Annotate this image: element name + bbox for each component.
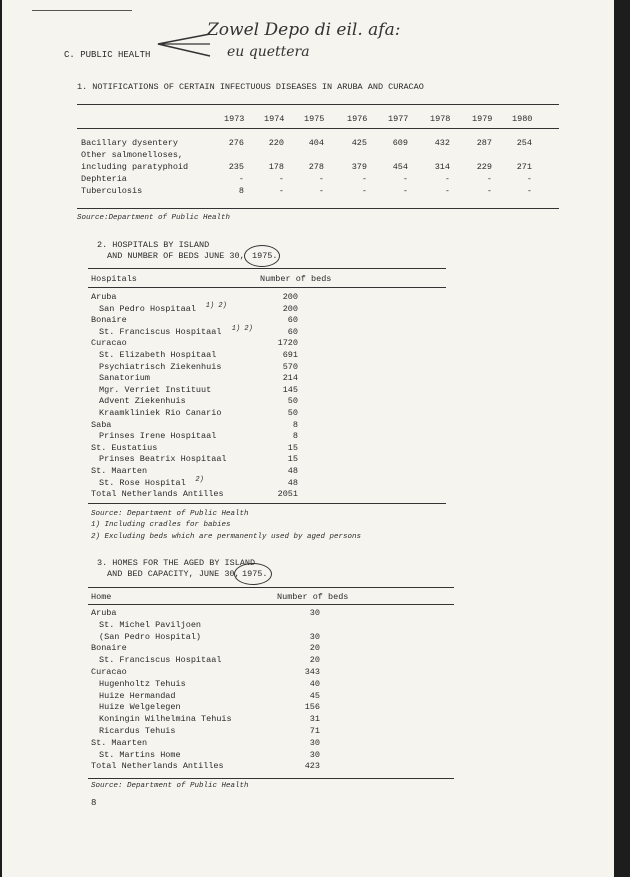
table2-row-value: 200 xyxy=(282,304,298,314)
handwritten-note-line2: eu quettera xyxy=(227,44,310,60)
table2-row-value: 60 xyxy=(287,315,298,325)
table3-row-value: 45 xyxy=(309,691,320,701)
table2-row-value: 1720 xyxy=(277,338,298,348)
table1-row-label: Tuberculosis xyxy=(81,186,143,196)
table1-cell: - xyxy=(318,186,324,196)
table3-row-label: (San Pedro Hospital) xyxy=(99,632,202,642)
table1-cell: 229 xyxy=(476,162,492,172)
table2-row-value: 15 xyxy=(287,454,298,464)
table2-row-value: 60 xyxy=(287,327,298,337)
table2-row-label: Sanatorium xyxy=(99,373,151,383)
table2-top-rule xyxy=(88,268,446,269)
section-title: C. PUBLIC HEALTH xyxy=(64,50,151,60)
table2-footnote2: 2) Excluding beds which are permanently used by aged persons xyxy=(91,533,362,541)
table1-year: 1979 xyxy=(472,114,493,124)
table2-row-value: 200 xyxy=(282,292,298,302)
table2-row-label: Kraamkliniek Rio Canario xyxy=(99,408,222,418)
table1-year: 1973 xyxy=(224,114,245,124)
table2-source: Source: Department of Public Health xyxy=(91,510,249,518)
table3-top-rule xyxy=(88,587,454,588)
table3-header-rule xyxy=(88,604,454,605)
table1-cell: - xyxy=(402,186,408,196)
table3-row-label: Huize Welgelegen xyxy=(99,702,181,712)
table1-year: 1980 xyxy=(512,114,533,124)
table2-row-value: 8 xyxy=(292,420,298,430)
table2-row-label: Advent Ziekenhuis xyxy=(99,396,186,406)
table1-cell: 235 xyxy=(228,162,244,172)
table1-cell: 404 xyxy=(308,138,324,148)
table1-cell: - xyxy=(444,174,450,184)
table2-row-value: 8 xyxy=(292,431,298,441)
table3-row-value: 31 xyxy=(309,714,320,724)
table1-cell: 276 xyxy=(228,138,244,148)
table2-row-label: Saba xyxy=(91,420,112,430)
table2-row-note: 2) xyxy=(195,476,204,484)
table1-cell: - xyxy=(238,174,244,184)
table1-cell: - xyxy=(526,186,532,196)
table2-row-label: Bonaire xyxy=(91,315,127,325)
table1-row-label: Dephteria xyxy=(81,174,127,184)
table1-cell: 609 xyxy=(392,138,408,148)
table3-row-label: Ricardus Tehuis xyxy=(99,726,176,736)
table3-row-value: 30 xyxy=(309,750,320,760)
table1-top-rule xyxy=(77,104,559,105)
handwritten-arrow-icon xyxy=(152,26,212,62)
table1-cell: 220 xyxy=(268,138,284,148)
table1-row-label: Bacillary dysentery xyxy=(81,138,178,148)
table2-row-label: Total Netherlands Antilles xyxy=(91,489,224,499)
table2-row-label: St. Maarten xyxy=(91,466,148,476)
table3-title-line2: AND BED CAPACITY, JUNE 30, xyxy=(107,569,240,579)
table3-col-beds: Number of beds xyxy=(277,592,349,602)
table3-row-label: Total Netherlands Antilles xyxy=(91,761,224,771)
table3-row-label: Curacao xyxy=(91,667,127,677)
table1-title: 1. NOTIFICATIONS OF CERTAIN INFECTUOUS DISEASES IN ARUBA AND CURACAO xyxy=(77,82,424,92)
table3-row-value: 20 xyxy=(309,655,320,665)
table2-row-value: 15 xyxy=(287,443,298,453)
table2-row-value: 145 xyxy=(282,385,298,395)
page-number: 8 xyxy=(91,798,97,808)
table3-row-value: 20 xyxy=(309,643,320,653)
table3-row-label: Koningin Wilhelmina Tehuis xyxy=(99,714,232,724)
table2-row-value: 691 xyxy=(282,350,298,360)
table3-row-label: Aruba xyxy=(91,608,117,618)
table3-row-value: 30 xyxy=(309,738,320,748)
table2-row-label: St. Eustatius xyxy=(91,443,158,453)
table2-row-note: 1) 2) xyxy=(205,302,227,310)
table2-row-label: Curacao xyxy=(91,338,127,348)
table3-row-value: 156 xyxy=(304,702,320,712)
table3-row-label: St. Franciscus Hospitaal xyxy=(99,655,222,665)
table1-cell: 271 xyxy=(516,162,532,172)
table3-row-label: St. Martins Home xyxy=(99,750,181,760)
table2-header-rule xyxy=(88,287,446,288)
table3-title-line1: 3. HOMES FOR THE AGED BY ISLAND xyxy=(97,558,256,568)
table3-row-label: Hugenholtz Tehuis xyxy=(99,679,186,689)
table2-col-beds: Number of beds xyxy=(260,274,332,284)
table1-year: 1976 xyxy=(347,114,368,124)
table1-row-label: including paratyphoid xyxy=(81,162,189,172)
table2-row-value: 50 xyxy=(287,396,298,406)
table2-row-value: 2051 xyxy=(277,489,298,499)
document-page xyxy=(2,0,614,877)
table2-row-label: San Pedro Hospitaal xyxy=(99,304,196,314)
table3-row-value: 40 xyxy=(309,679,320,689)
table1-cell: 454 xyxy=(392,162,408,172)
table2-row-label: Mgr. Verriet Instituut xyxy=(99,385,212,395)
table3-row-value: 30 xyxy=(309,608,320,618)
table3-row-label: St. Michel Paviljoen xyxy=(99,620,202,630)
table2-row-label: St. Elizabeth Hospitaal xyxy=(99,350,217,360)
handwritten-circle xyxy=(244,245,280,267)
table2-footnote1: 1) Including cradles for babies xyxy=(91,521,231,529)
table1-source: Source:Department of Public Health xyxy=(77,214,231,222)
table3-row-value: 343 xyxy=(304,667,320,677)
table3-row-label: Bonaire xyxy=(91,643,127,653)
table3-row-value: 71 xyxy=(309,726,320,736)
table1-year: 1975 xyxy=(304,114,325,124)
table1-year: 1974 xyxy=(264,114,285,124)
table3-col-home: Home xyxy=(91,592,112,602)
table1-year: 1978 xyxy=(430,114,451,124)
table3-row-value: 423 xyxy=(304,761,320,771)
table1-cell: - xyxy=(526,174,532,184)
table2-row-value: 214 xyxy=(282,373,298,383)
table1-cell: 287 xyxy=(476,138,492,148)
table2-row-label: Prinses Beatrix Hospitaal xyxy=(99,454,227,464)
table1-cell: - xyxy=(278,186,284,196)
table3-bottom-rule xyxy=(88,778,454,779)
handwritten-note-line1: Zowel Depo di eil. afa: xyxy=(207,20,401,40)
table1-cell: - xyxy=(486,174,492,184)
table3-row-label: Huize Hermandad xyxy=(99,691,176,701)
table1-cell: 254 xyxy=(516,138,532,148)
table2-row-value: 50 xyxy=(287,408,298,418)
table2-row-label: Psychiatrisch Ziekenhuis xyxy=(99,362,222,372)
table1-cell: - xyxy=(402,174,408,184)
table1-cell: - xyxy=(278,174,284,184)
table3-row-value: 30 xyxy=(309,632,320,642)
table1-cell: - xyxy=(486,186,492,196)
table2-row-label: St. Franciscus Hospitaal xyxy=(99,327,222,337)
table1-bottom-rule xyxy=(77,208,559,209)
table2-row-note: 1) 2) xyxy=(231,325,253,333)
table1-cell: 314 xyxy=(434,162,450,172)
table2-row-value: 570 xyxy=(282,362,298,372)
handwritten-circle xyxy=(234,563,272,585)
table1-cell: 379 xyxy=(351,162,367,172)
table2-row-value: 48 xyxy=(287,478,298,488)
table1-cell: 8 xyxy=(238,186,244,196)
table1-cell: 432 xyxy=(434,138,450,148)
table1-row-label: Other salmonelloses, xyxy=(81,150,184,160)
table1-cell: - xyxy=(361,174,367,184)
table2-col-hospitals: Hospitals xyxy=(91,274,137,284)
table3-row-label: St. Maarten xyxy=(91,738,148,748)
table2-row-label: St. Rose Hospital xyxy=(99,478,186,488)
table2-row-label: Prinses Irene Hospitaal xyxy=(99,431,217,441)
table1-cell: 425 xyxy=(351,138,367,148)
table1-cell: 278 xyxy=(308,162,324,172)
table3-source: Source: Department of Public Health xyxy=(91,782,249,790)
top-rule xyxy=(32,10,132,11)
table1-cell: - xyxy=(361,186,367,196)
table1-year: 1977 xyxy=(388,114,409,124)
table2-bottom-rule xyxy=(88,503,446,504)
table1-header-rule xyxy=(77,128,559,129)
table3-title-year: 1975. xyxy=(242,569,268,579)
table2-title-year: 1975. xyxy=(252,251,278,261)
table1-cell: - xyxy=(318,174,324,184)
table2-title-line1: 2. HOSPITALS BY ISLAND xyxy=(97,240,210,250)
table1-cell: - xyxy=(444,186,450,196)
table2-row-label: Aruba xyxy=(91,292,117,302)
table2-row-value: 48 xyxy=(287,466,298,476)
table2-title-line2: AND NUMBER OF BEDS JUNE 30, xyxy=(107,251,245,261)
table1-cell: 178 xyxy=(268,162,284,172)
